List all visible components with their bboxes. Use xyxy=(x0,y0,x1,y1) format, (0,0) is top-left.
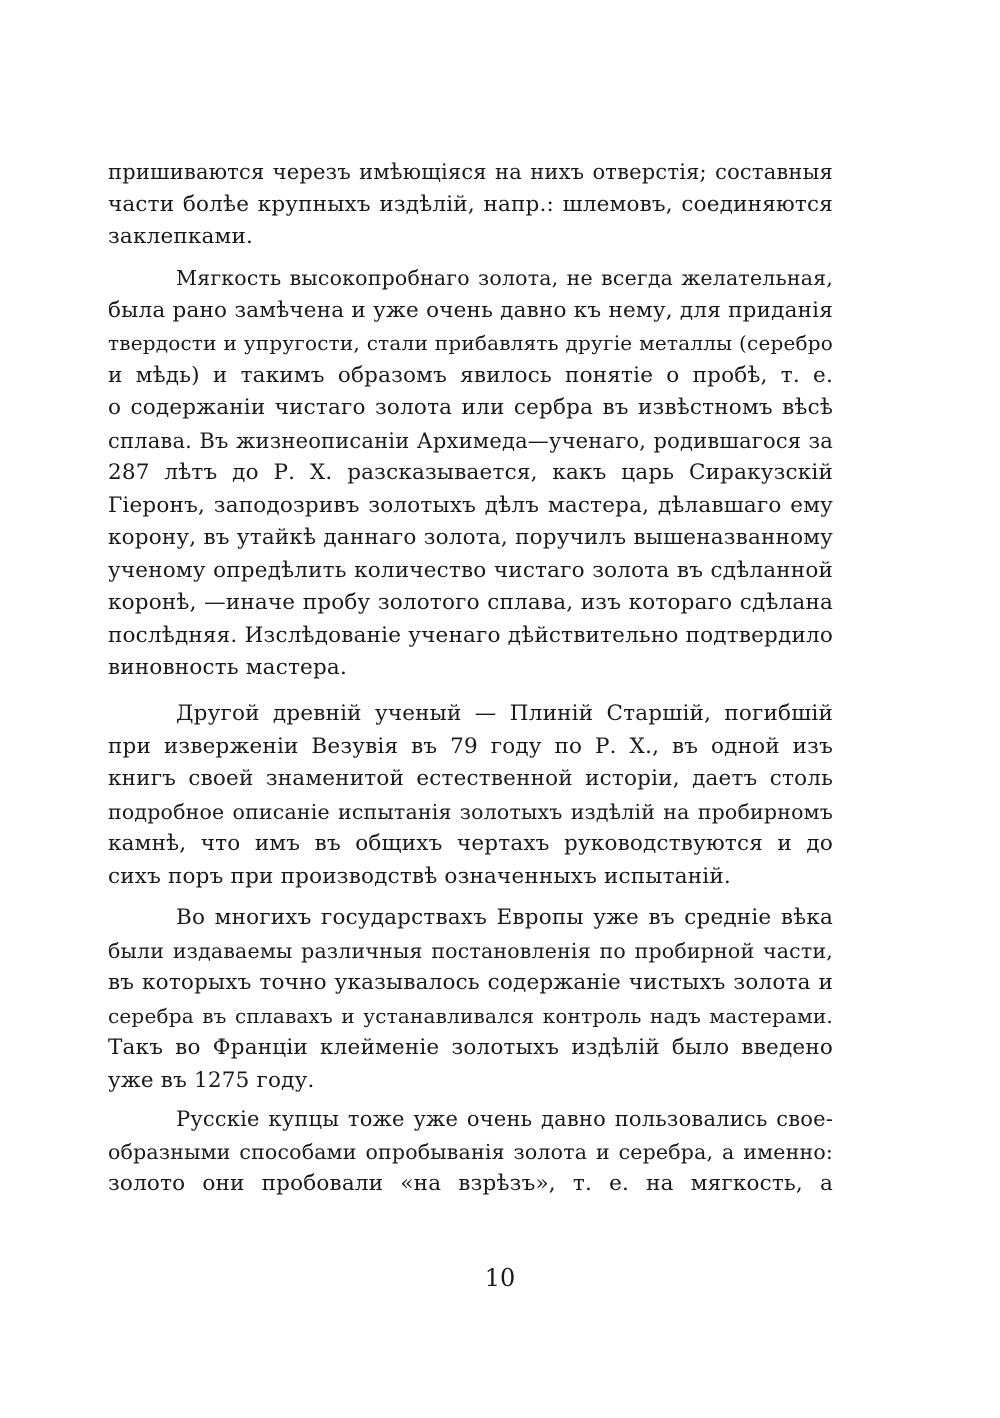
text-line: послѣдняя. Изслѣдованіе ученаго дѣйствительно подтвердило xyxy=(108,622,833,648)
text-line: виновность мастера. xyxy=(108,655,347,680)
text-line: 287 лѣтъ до Р. Х. разсказывается, какъ царь Сиракузскій xyxy=(108,460,833,485)
paragraph-1 xyxy=(108,156,833,254)
text-line: части болѣе крупныхъ издѣлій, напр.: шлемовъ, соединяются xyxy=(108,191,833,217)
text-line: твердости и упругости, стали прибавлять другіе металлы (серебро xyxy=(108,331,833,355)
paragraph-4 xyxy=(108,902,833,1097)
text-line: о содержаніи чистаго золота или сербра въ извѣстномъ вѣсѣ xyxy=(108,395,833,420)
text-line: въ которыхъ точно указывалось содержаніе чистыхъ золота и xyxy=(108,970,833,995)
text-line: коронѣ, —иначе пробу золотого сплава, изъ котораго сдѣлана xyxy=(108,590,833,615)
text-line: корону, въ утайкѣ даннаго золота, поручилъ вышеназванному xyxy=(108,525,833,550)
text-line: уже въ 1275 году. xyxy=(108,1067,315,1093)
text-line: книгъ своей знаменитой естественной исторіи, даетъ столь xyxy=(108,766,833,791)
text-line: Такъ во Франціи клейменіе золотыхъ издѣлій было введено xyxy=(108,1035,833,1060)
page-number: 10 xyxy=(484,1264,516,1292)
text-line: заклепками. xyxy=(108,224,254,249)
text-line: камнѣ, что имъ въ общихъ чертахъ руководствуются и до xyxy=(108,831,833,856)
text-line: сихъ поръ при производствѣ означенныхъ испытаній. xyxy=(108,863,731,889)
text-line: серебра въ сплавахъ и устанавливался контроль надъ мастерами. xyxy=(108,1003,833,1028)
text-line: сплава. Въ жизнеописаніи Архимеда—ученаго, родившагося за xyxy=(108,428,833,453)
paragraph-5 xyxy=(108,1103,833,1201)
paragraph-2 xyxy=(108,262,833,685)
text-line: Другой древній ученый — Плиній Старшій, погибшій xyxy=(176,701,833,726)
text-line: пришиваются черезъ имѣющіяся на нихъ отверстія; составныя xyxy=(108,160,833,184)
text-line: Мягкость высокопробнаго золота, не всегда желательная, xyxy=(176,266,833,290)
text-line: образными способами опробыванія золота и серебра, а именно: xyxy=(108,1139,833,1164)
text-line: подробное описаніе испытанія золотыхъ издѣлій на пробирномъ xyxy=(108,799,833,824)
paragraph-3 xyxy=(108,698,833,893)
text-line: золото они пробовали «на взрѣзъ», т. е. на мягкость, а xyxy=(108,1171,833,1196)
text-line: ученому опредѣлить количество чистаго золота въ сдѣланной xyxy=(108,557,833,583)
text-line: были издаваемы различныя постановленія по пробирной части, xyxy=(108,938,833,963)
text-line: Во многихъ государствахъ Европы уже въ средніе вѣка xyxy=(176,905,833,930)
text-line: при изверженіи Везувія въ 79 году по Р. Х., въ одной изъ xyxy=(108,733,833,759)
text-line: была рано замѣчена и уже очень давно къ нему, для приданія xyxy=(108,297,833,323)
text-line: и мѣдь) и такимъ образомъ явилось понятіе о пробѣ, т. е. xyxy=(108,362,833,388)
text-line: Гіеронъ, заподозривъ золотыхъ дѣлъ мастера, дѣлавшаго ему xyxy=(108,492,833,518)
text-line: Русскіе купцы тоже уже очень давно пользовались свое- xyxy=(176,1107,833,1131)
